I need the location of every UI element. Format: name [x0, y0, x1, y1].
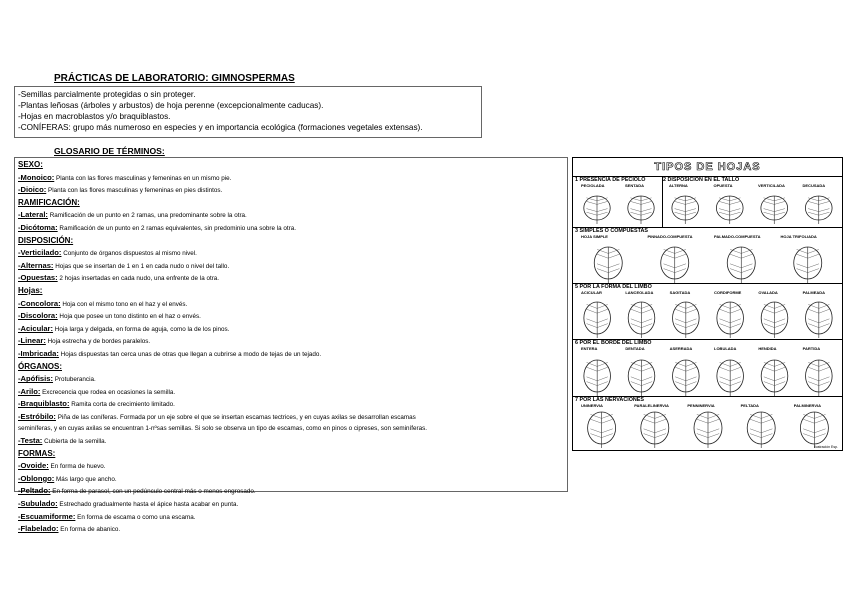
- glossary-definition: Estrechado gradualmente hasta el ápice hasta acabar en punta.: [57, 501, 239, 509]
- glossary-entry: [18, 260, 564, 273]
- glossary-entry: [18, 335, 564, 348]
- leaf-type-label: UNINERVIA: [581, 403, 603, 408]
- glossary-entry: [18, 159, 564, 172]
- leaf-type-label: VERTICILADA: [758, 183, 785, 188]
- glossary-term: -Arilo:: [18, 386, 41, 396]
- leaf-type-label: DECUSADA: [802, 183, 826, 188]
- glossary-definition: En forma de parasol, con un pedúnculo central más o menos engrosado.: [50, 488, 256, 496]
- glossary-entry: [18, 498, 564, 511]
- glossary-definition: Hoja estrecha y de bordes paralelos.: [45, 338, 151, 346]
- leaf-type-label: SAGITADA: [669, 290, 691, 295]
- glossary-entry: [18, 435, 564, 448]
- glossary-term: -Escuamiforme:: [18, 511, 76, 521]
- glossary-term: -Ovoide:: [18, 461, 49, 471]
- glossary-heading: DISPOSICIÓN:: [18, 235, 74, 245]
- glossary-definition: Ramita corta de crecimiento limitado.: [69, 401, 175, 409]
- leaf-section-heading: 2 DISPOSICIÓN EN EL TALLO: [663, 177, 740, 183]
- leaf-type-label: HENDIDA: [758, 346, 777, 351]
- glossary-entry: [18, 398, 564, 411]
- leaf-type-label: OVALADA: [758, 290, 778, 295]
- glossary-definition: Excrecencia que rodea en ocasiones la semilla.: [40, 388, 176, 396]
- leaf-type-label: PECIOLADA: [581, 183, 605, 188]
- leaf-type-label: PARALELINERVIA: [634, 403, 669, 408]
- glossary-heading: FORMAS:: [18, 448, 56, 458]
- glossary-entry: [18, 361, 564, 374]
- glossary-entry: [18, 172, 564, 185]
- leaf-section-heading: 1 PRESENCIA DE PECÍOLO: [575, 177, 646, 183]
- glossary-term: -Acicular:: [18, 323, 54, 333]
- leaf-type-label: OPUESTA: [713, 183, 733, 188]
- glossary-term: -Testa:: [18, 436, 43, 446]
- leaf-type-label: PENNINERVIA: [687, 403, 715, 408]
- glossary-definition: Cubierta de la semilla.: [42, 438, 107, 446]
- glossary-entry: [18, 184, 564, 197]
- glossary-definition: En forma de escama o como una escama.: [75, 513, 196, 521]
- intro-line: -CONÍFERAS: grupo más numeroso en especies y en importancia ecológica (formaciones vegetales extensas).: [18, 123, 423, 132]
- leaf-type-label: PELTADA: [740, 403, 759, 408]
- glossary-heading: RAMIFICACIÓN:: [18, 197, 80, 207]
- glossary-term: -Peltado:: [18, 486, 51, 496]
- leaf-types-figure: [572, 157, 843, 451]
- glossary-definition: Hoja larga y delgada, en forma de aguja, como la de los pinos.: [53, 325, 230, 333]
- glossary-definition: Piña de las coníferas. Formada por un eje sobre el que se insertan escamas tectrices, y en cuyas axilas se desarrollan escamas: [55, 413, 416, 421]
- glossary-term: -Braquiblasto:: [18, 399, 70, 409]
- glossary-entry: [18, 485, 564, 498]
- glossary-entry: [18, 373, 564, 386]
- glossary-entry: [18, 460, 564, 473]
- leaf-type-label: PALMINERVIA: [793, 403, 821, 408]
- glossary-term: -Monoico:: [18, 172, 55, 182]
- glossary-definition: Hoja con el mismo tono en el haz y el envés.: [60, 300, 188, 308]
- leaf-figure-title: TIPOS DE HOJAS: [654, 161, 761, 173]
- glossary-entry: [18, 523, 564, 536]
- leaf-type-label: SENTADA: [625, 183, 645, 188]
- glossary-entry: [18, 235, 564, 248]
- glossary-entry: [18, 323, 564, 336]
- leaf-type-label: PALMADO-COMPUESTA: [714, 234, 761, 239]
- glossary-term: -Dioico:: [18, 185, 47, 195]
- leaf-type-label: LANCEOLADA: [625, 290, 654, 295]
- glossary-definition: Conjunto de órganos dispuestos al mismo nivel.: [61, 250, 197, 258]
- glossary-definition: Hojas que se insertan de 1 en 1 en cada nudo o nivel del tallo.: [53, 262, 230, 270]
- glossary-definition: seminíferas, y en cuyas axilas se encuentran 1-nºsas semillas. Si solo se observa un tipo de escamas, como en pinos o cipreses, son seminíferas.: [18, 425, 427, 433]
- intro-line: -Plantas leñosas (árboles y arbustos) de hoja perenne (excepcionalmente caducas).: [18, 101, 324, 110]
- glossary-term: -Estróbilo:: [18, 411, 56, 421]
- intro-box: [14, 86, 482, 138]
- glossary-term: -Subulado:: [18, 499, 58, 509]
- glossary-box: [14, 157, 568, 534]
- glossary-term: -Lateral:: [18, 210, 48, 220]
- glossary-definition: Hojas dispuestas tan cerca unas de otras que llegan a cubrirse a modo de tejas de un tejado.: [58, 350, 322, 358]
- leaf-type-label: ACICULAR: [581, 290, 602, 295]
- glossary-term: -Discolora:: [18, 311, 58, 321]
- intro-line: -Hojas en macroblastos y/o braquiblastos.: [18, 112, 171, 121]
- intro-line: -Semillas parcialmente protegidas o sin proteger.: [18, 90, 196, 99]
- glossary-entry: [18, 411, 564, 424]
- leaf-section-heading: 5 POR LA FORMA DEL LIMBO: [575, 284, 652, 290]
- glossary-entry: [18, 247, 564, 260]
- glossary-entry: [18, 272, 564, 285]
- glossary-term: -Apófisis:: [18, 374, 54, 384]
- glossary-term: -Opuestas:: [18, 273, 58, 283]
- glossary-term: -Linear:: [18, 336, 46, 346]
- leaf-type-label: PALMEADA: [802, 290, 826, 295]
- glossary-definition: Planta con las flores masculinas y femeninas en un mismo pie.: [54, 174, 232, 182]
- glossary-entry: [18, 298, 564, 311]
- leaf-type-label: CORDIFORME: [714, 290, 742, 295]
- glossary-entry: [18, 348, 564, 361]
- glossary-heading: Hojas:: [18, 285, 43, 295]
- glossary-entry: [18, 197, 564, 210]
- leaf-type-label: HOJA SIMPLE: [581, 234, 608, 239]
- glossary-entry: [18, 473, 564, 486]
- glossary-entry: [18, 448, 564, 461]
- leaf-type-label: ALTERNA: [669, 183, 688, 188]
- glossary-heading: SEXO:: [18, 160, 43, 169]
- leaf-section-heading: 3 SIMPLES O COMPUESTAS: [575, 228, 648, 234]
- glossary-term: -Verticilado:: [18, 248, 62, 258]
- glossary-title: GLOSARIO DE TÉRMINOS:: [54, 146, 165, 156]
- glossary-entry: [18, 386, 564, 399]
- leaf-type-label: LOBULADA: [714, 346, 737, 351]
- leaf-type-label: PARTIDA: [802, 346, 821, 351]
- glossary-definition: 2 hojas insertadas en cada nudo, una enfrente de la otra.: [57, 275, 220, 283]
- glossary-term: -Flabelado:: [18, 524, 59, 534]
- leaf-type-label: ASERRADA: [669, 346, 693, 351]
- glossary-definition: En forma de abanico.: [58, 526, 121, 534]
- glossary-entry: [18, 222, 564, 235]
- glossary-term: -Alternas:: [18, 260, 54, 270]
- leaf-illustrations: [573, 158, 842, 450]
- glossary-term: -Dicótoma:: [18, 222, 58, 232]
- glossary-heading: ÓRGANOS:: [18, 361, 62, 371]
- glossary-definition: Hoja que posee un tono distinto en el haz o envés.: [57, 313, 201, 321]
- glossary-entry: [18, 285, 564, 298]
- leaf-type-label: PINNADO-COMPUESTA: [647, 234, 693, 239]
- figure-credit: Ilustración Esp.: [814, 445, 838, 449]
- leaf-type-label: HOJA TRIFOLIADA: [780, 234, 817, 239]
- glossary-term: -Oblongo:: [18, 473, 55, 483]
- glossary-definition: En forma de huevo.: [48, 463, 106, 471]
- glossary-entry: [18, 511, 564, 524]
- glossary-definition: Ramificación de un punto en 2 ramas, una predominante sobre la otra.: [47, 212, 247, 220]
- glossary-definition: Más largo que ancho.: [54, 475, 117, 483]
- page-title: PRÁCTICAS DE LABORATORIO: GIMNOSPERMAS: [54, 73, 295, 84]
- leaf-section-heading: 7 POR LAS NERVACIONES: [575, 397, 644, 403]
- glossary-term: -Concolora:: [18, 298, 61, 308]
- glossary-definition: Planta con las flores masculinas y femeninas en pies distintos.: [46, 187, 223, 195]
- glossary-definition: Protuberancia.: [53, 376, 96, 384]
- glossary-definition: Ramificación de un punto en 2 ramas equivalentes, sin predominio una sobre la otra.: [57, 224, 297, 232]
- glossary-term: -Imbricada:: [18, 348, 59, 358]
- glossary-entry: [18, 310, 564, 323]
- leaf-type-label: DENTADA: [625, 346, 645, 351]
- glossary-entry: [18, 209, 564, 222]
- glossary-entry: [18, 423, 564, 435]
- leaf-section-heading: 6 POR EL BORDE DEL LIMBO: [575, 340, 652, 346]
- leaf-type-label: ENTERA: [581, 346, 598, 351]
